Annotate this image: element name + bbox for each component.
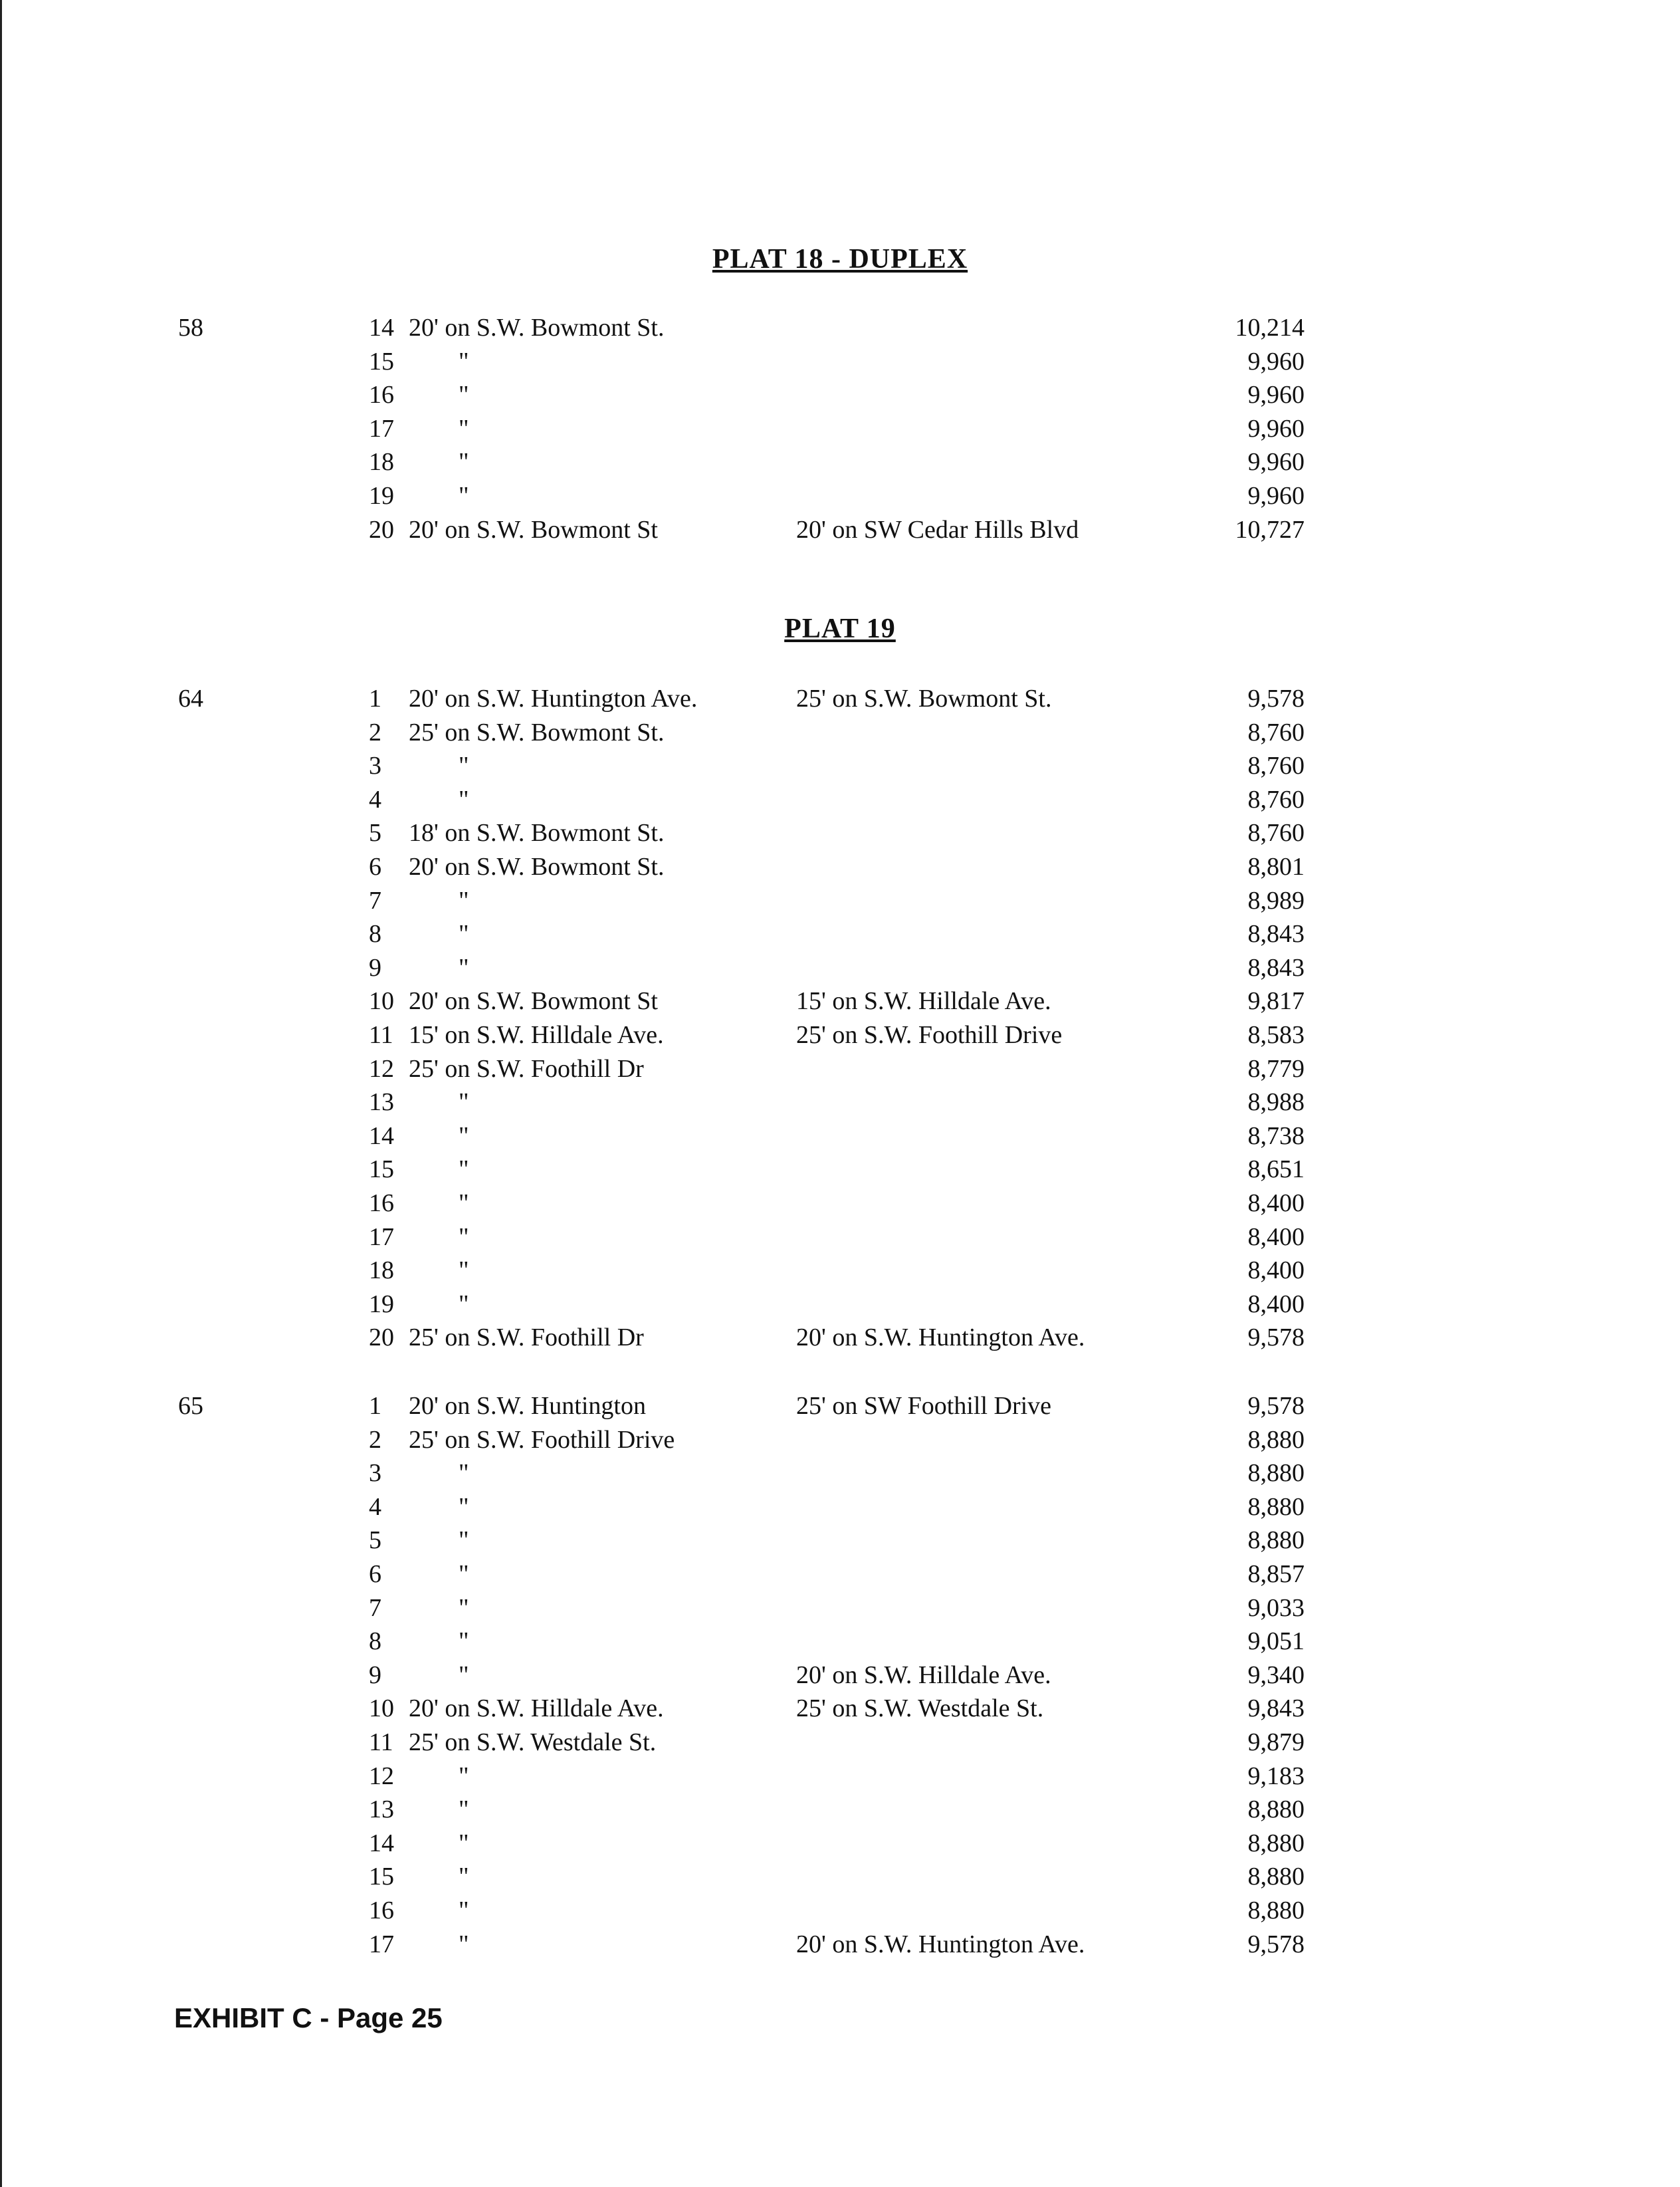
lot-number: 9 bbox=[369, 1661, 381, 1689]
table-row bbox=[0, 1389, 1680, 1423]
frontage-primary: " bbox=[459, 953, 469, 982]
lot-area: 8,843 bbox=[1247, 920, 1305, 949]
lot-number: 11 bbox=[369, 1728, 393, 1756]
lot-area: 9,879 bbox=[1247, 1728, 1305, 1756]
table-row bbox=[0, 1018, 1680, 1052]
lot-number: 13 bbox=[369, 1088, 394, 1117]
page-footer: EXHIBIT C - Page 25 bbox=[174, 2002, 443, 2033]
lot-area: 8,880 bbox=[1247, 1896, 1305, 1924]
table-row bbox=[0, 1659, 1680, 1692]
table-row bbox=[0, 716, 1680, 750]
lot-area: 9,051 bbox=[1247, 1627, 1305, 1656]
frontage-primary: " bbox=[459, 1121, 469, 1150]
table-row bbox=[0, 816, 1680, 850]
lot-number: 14 bbox=[369, 314, 394, 342]
lot-area: 8,880 bbox=[1247, 1829, 1305, 1857]
lot-area: 9,960 bbox=[1247, 414, 1305, 443]
lot-number: 1 bbox=[369, 685, 381, 713]
lot-number: 2 bbox=[369, 1425, 381, 1454]
lot-area: 8,880 bbox=[1247, 1459, 1305, 1488]
frontage-primary: " bbox=[459, 1930, 469, 1958]
frontage-secondary: 20' on S.W. Huntington Ave. bbox=[796, 1324, 1085, 1352]
table-row bbox=[0, 850, 1680, 884]
lot-area: 9,183 bbox=[1247, 1762, 1305, 1790]
lot-number: 14 bbox=[369, 1829, 394, 1857]
table-row bbox=[0, 1423, 1680, 1457]
frontage-primary: 25' on S.W. Foothill Dr bbox=[409, 1324, 644, 1352]
table-row bbox=[0, 1625, 1680, 1659]
frontage-primary: 25' on S.W. Foothill Drive bbox=[409, 1425, 675, 1454]
frontage-primary: " bbox=[459, 1526, 469, 1555]
frontage-primary: " bbox=[459, 1088, 469, 1117]
lot-area: 9,843 bbox=[1247, 1694, 1305, 1723]
lot-area: 9,960 bbox=[1247, 381, 1305, 409]
frontage-primary: 25' on S.W. Bowmont St. bbox=[409, 718, 665, 747]
frontage-primary: 20' on S.W. Bowmont St bbox=[409, 515, 658, 544]
frontage-primary: 15' on S.W. Hilldale Ave. bbox=[409, 1020, 664, 1049]
lot-area: 8,760 bbox=[1247, 752, 1305, 780]
lot-number: 13 bbox=[369, 1795, 394, 1824]
frontage-secondary: 20' on S.W. Hilldale Ave. bbox=[796, 1661, 1051, 1689]
lot-area: 8,651 bbox=[1247, 1155, 1305, 1184]
lot-number: 11 bbox=[369, 1020, 393, 1049]
frontage-primary: 20' on S.W. Huntington bbox=[409, 1392, 646, 1420]
lot-number: 17 bbox=[369, 1222, 394, 1251]
table-row bbox=[0, 1760, 1680, 1793]
lot-number: 9 bbox=[369, 953, 381, 982]
lot-number: 6 bbox=[369, 852, 381, 881]
frontage-primary: " bbox=[459, 448, 469, 477]
lot-area: 8,779 bbox=[1247, 1054, 1305, 1083]
lot-number: 3 bbox=[369, 752, 381, 780]
block-number: 64 bbox=[178, 685, 203, 713]
lot-number: 19 bbox=[369, 481, 394, 510]
frontage-primary: " bbox=[459, 1189, 469, 1217]
table-row bbox=[0, 1086, 1680, 1119]
table-row bbox=[0, 1591, 1680, 1625]
table-row bbox=[0, 1490, 1680, 1524]
table-row bbox=[0, 884, 1680, 918]
frontage-primary: 25' on S.W. Foothill Dr bbox=[409, 1054, 644, 1083]
lot-number: 19 bbox=[369, 1290, 394, 1318]
lot-number: 10 bbox=[369, 1694, 394, 1723]
block-number: 58 bbox=[178, 314, 203, 342]
lot-area: 8,760 bbox=[1247, 718, 1305, 747]
frontage-primary: " bbox=[459, 1863, 469, 1891]
lot-area: 9,340 bbox=[1247, 1661, 1305, 1689]
frontage-primary: " bbox=[459, 785, 469, 814]
lot-area: 8,583 bbox=[1247, 1020, 1305, 1049]
frontage-primary: 20' on S.W. Hilldale Ave. bbox=[409, 1694, 664, 1723]
lot-area: 8,400 bbox=[1247, 1290, 1305, 1318]
lot-area: 9,817 bbox=[1247, 987, 1305, 1016]
table-row bbox=[0, 783, 1680, 817]
lot-area: 8,760 bbox=[1247, 785, 1305, 814]
table-row bbox=[0, 917, 1680, 951]
lot-area: 8,801 bbox=[1247, 852, 1305, 881]
lot-number: 16 bbox=[369, 1189, 394, 1217]
table-row bbox=[0, 1860, 1680, 1894]
table-row bbox=[0, 1153, 1680, 1187]
lot-area: 9,960 bbox=[1247, 481, 1305, 510]
block-65-table bbox=[0, 1389, 1680, 1961]
lot-area: 8,989 bbox=[1247, 886, 1305, 915]
lot-number: 20 bbox=[369, 515, 394, 544]
frontage-primary: " bbox=[459, 1559, 469, 1588]
lot-area: 9,960 bbox=[1247, 347, 1305, 376]
frontage-primary: " bbox=[459, 920, 469, 949]
lot-area: 9,578 bbox=[1247, 1930, 1305, 1958]
lot-area: 9,033 bbox=[1247, 1593, 1305, 1622]
table-row bbox=[0, 749, 1680, 783]
frontage-primary: " bbox=[459, 481, 469, 510]
frontage-secondary: 20' on SW Cedar Hills Blvd bbox=[796, 515, 1079, 544]
frontage-primary: " bbox=[459, 1896, 469, 1924]
table-row bbox=[0, 1254, 1680, 1288]
table-row bbox=[0, 1827, 1680, 1861]
frontage-primary: " bbox=[459, 886, 469, 915]
table-row bbox=[0, 682, 1680, 716]
lot-area: 10,727 bbox=[1235, 515, 1305, 544]
lot-area: 9,578 bbox=[1247, 1392, 1305, 1420]
frontage-primary: " bbox=[459, 347, 469, 376]
frontage-primary: " bbox=[459, 381, 469, 409]
table-row bbox=[0, 1456, 1680, 1490]
table-row bbox=[0, 479, 1680, 513]
lot-number: 1 bbox=[369, 1392, 381, 1420]
frontage-primary: " bbox=[459, 1627, 469, 1656]
table-row bbox=[0, 1524, 1680, 1557]
lot-area: 8,880 bbox=[1247, 1425, 1305, 1454]
lot-number: 5 bbox=[369, 1526, 381, 1555]
frontage-primary: " bbox=[459, 1155, 469, 1184]
frontage-primary: 25' on S.W. Westdale St. bbox=[409, 1728, 657, 1756]
table-row bbox=[0, 345, 1680, 379]
lot-number: 4 bbox=[369, 1492, 381, 1521]
frontage-primary: 18' on S.W. Bowmont St. bbox=[409, 819, 665, 848]
frontage-primary: " bbox=[459, 1762, 469, 1790]
lot-number: 8 bbox=[369, 920, 381, 949]
lot-area: 8,400 bbox=[1247, 1222, 1305, 1251]
lot-number: 15 bbox=[369, 347, 394, 376]
lot-area: 8,880 bbox=[1247, 1492, 1305, 1521]
lot-area: 8,738 bbox=[1247, 1121, 1305, 1150]
lot-number: 20 bbox=[369, 1324, 394, 1352]
frontage-primary: " bbox=[459, 1256, 469, 1285]
table-row bbox=[0, 1187, 1680, 1220]
table-row bbox=[0, 1557, 1680, 1591]
lot-number: 7 bbox=[369, 1593, 381, 1622]
table-row bbox=[0, 1288, 1680, 1322]
lot-number: 7 bbox=[369, 886, 381, 915]
table-row bbox=[0, 1052, 1680, 1086]
lot-area: 8,400 bbox=[1247, 1256, 1305, 1285]
lot-number: 3 bbox=[369, 1459, 381, 1488]
lot-area: 8,880 bbox=[1247, 1863, 1305, 1891]
table-row bbox=[0, 1793, 1680, 1827]
lot-area: 8,400 bbox=[1247, 1189, 1305, 1217]
lot-number: 17 bbox=[369, 1930, 394, 1958]
table-row bbox=[0, 1894, 1680, 1928]
block-number: 65 bbox=[178, 1392, 203, 1420]
lot-number: 12 bbox=[369, 1054, 394, 1083]
lot-area: 8,843 bbox=[1247, 953, 1305, 982]
table-row bbox=[0, 1726, 1680, 1760]
section-title: PLAT 18 - DUPLEX bbox=[712, 244, 968, 275]
frontage-primary: " bbox=[459, 1593, 469, 1622]
lot-number: 6 bbox=[369, 1559, 381, 1588]
table-row bbox=[0, 513, 1680, 547]
frontage-primary: " bbox=[459, 1459, 469, 1488]
lot-area: 8,880 bbox=[1247, 1526, 1305, 1555]
block-64-table bbox=[0, 682, 1680, 1355]
lot-number: 10 bbox=[369, 987, 394, 1016]
table-row bbox=[0, 984, 1680, 1018]
frontage-primary: " bbox=[459, 1661, 469, 1689]
frontage-primary: " bbox=[459, 1222, 469, 1251]
frontage-secondary: 25' on S.W. Bowmont St. bbox=[796, 685, 1052, 713]
section-title: PLAT 19 bbox=[784, 614, 896, 644]
lot-area: 9,578 bbox=[1247, 685, 1305, 713]
lot-number: 4 bbox=[369, 785, 381, 814]
lot-number: 18 bbox=[369, 448, 394, 477]
table-row bbox=[0, 311, 1680, 345]
table-row bbox=[0, 1928, 1680, 1962]
frontage-primary: " bbox=[459, 1290, 469, 1318]
frontage-primary: " bbox=[459, 752, 469, 780]
lot-number: 17 bbox=[369, 414, 394, 443]
lot-area: 8,880 bbox=[1247, 1795, 1305, 1824]
frontage-primary: " bbox=[459, 1492, 469, 1521]
lot-number: 2 bbox=[369, 718, 381, 747]
lot-area: 8,988 bbox=[1247, 1088, 1305, 1117]
table-row bbox=[0, 951, 1680, 985]
frontage-secondary: 25' on S.W. Westdale St. bbox=[796, 1694, 1044, 1723]
table-row bbox=[0, 1220, 1680, 1254]
lot-area: 9,960 bbox=[1247, 448, 1305, 477]
frontage-primary: " bbox=[459, 414, 469, 443]
lot-number: 8 bbox=[369, 1627, 381, 1656]
frontage-primary: 20' on S.W. Bowmont St bbox=[409, 987, 658, 1016]
frontage-primary: 20' on S.W. Huntington Ave. bbox=[409, 685, 698, 713]
table-row bbox=[0, 445, 1680, 479]
lot-number: 12 bbox=[369, 1762, 394, 1790]
table-row bbox=[0, 1119, 1680, 1153]
lot-number: 14 bbox=[369, 1121, 394, 1150]
lot-area: 8,857 bbox=[1247, 1559, 1305, 1588]
frontage-primary: " bbox=[459, 1829, 469, 1857]
table-row bbox=[0, 1692, 1680, 1726]
lot-number: 15 bbox=[369, 1155, 394, 1184]
table-row bbox=[0, 378, 1680, 412]
lot-number: 15 bbox=[369, 1863, 394, 1891]
frontage-secondary: 20' on S.W. Huntington Ave. bbox=[796, 1930, 1085, 1958]
lot-number: 5 bbox=[369, 819, 381, 848]
frontage-primary: " bbox=[459, 1795, 469, 1824]
lot-number: 16 bbox=[369, 1896, 394, 1924]
table-row bbox=[0, 412, 1680, 446]
table-row bbox=[0, 1321, 1680, 1355]
lot-area: 10,214 bbox=[1235, 314, 1305, 342]
frontage-secondary: 25' on S.W. Foothill Drive bbox=[796, 1020, 1063, 1049]
frontage-secondary: 15' on S.W. Hilldale Ave. bbox=[796, 987, 1051, 1016]
block-58-table bbox=[0, 311, 1680, 546]
lot-number: 16 bbox=[369, 381, 394, 409]
lot-area: 8,760 bbox=[1247, 819, 1305, 848]
frontage-secondary: 25' on SW Foothill Drive bbox=[796, 1392, 1052, 1420]
lot-area: 9,578 bbox=[1247, 1324, 1305, 1352]
frontage-primary: 20' on S.W. Bowmont St. bbox=[409, 314, 665, 342]
frontage-primary: 20' on S.W. Bowmont St. bbox=[409, 852, 665, 881]
lot-number: 18 bbox=[369, 1256, 394, 1285]
